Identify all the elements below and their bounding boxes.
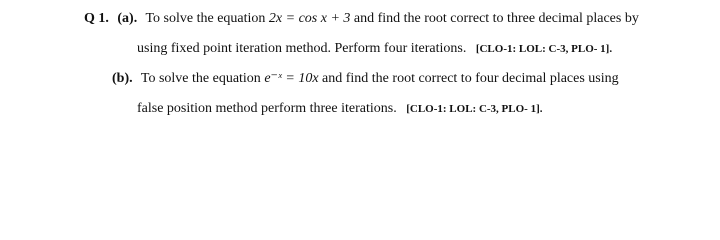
question-number: Q 1. [84, 11, 109, 26]
part-a-clo-tag: [CLO-1: LOL: C-3, PLO- 1]. [475, 43, 613, 55]
question-1b-line-1 [112, 70, 619, 88]
question-1b-line-2 [137, 100, 542, 118]
part-b-text-pre: To solve the equation [140, 71, 261, 86]
part-b-text-post: and find the root correct to four decimal places using [322, 71, 619, 86]
question-1a-line-1 [84, 10, 639, 28]
part-b-equation: e⁻ˣ = 10x [264, 71, 319, 86]
question-1a-line-2 [137, 40, 612, 58]
part-a-text-post: and find the root correct to three decimal places by [353, 11, 639, 26]
part-a-label: (a). [117, 11, 138, 26]
part-a-text-pre: To solve the equation [145, 11, 266, 26]
part-b-label: (b). [112, 71, 133, 86]
part-b-method-text: false position method perform three iterations. [137, 101, 397, 116]
part-a-equation: 2x = cos x + 3 [268, 11, 351, 26]
part-b-clo-tag: [CLO-1: LOL: C-3, PLO- 1]. [406, 103, 543, 115]
part-a-method-text: using fixed point iteration method. Perform four iterations. [137, 41, 467, 56]
